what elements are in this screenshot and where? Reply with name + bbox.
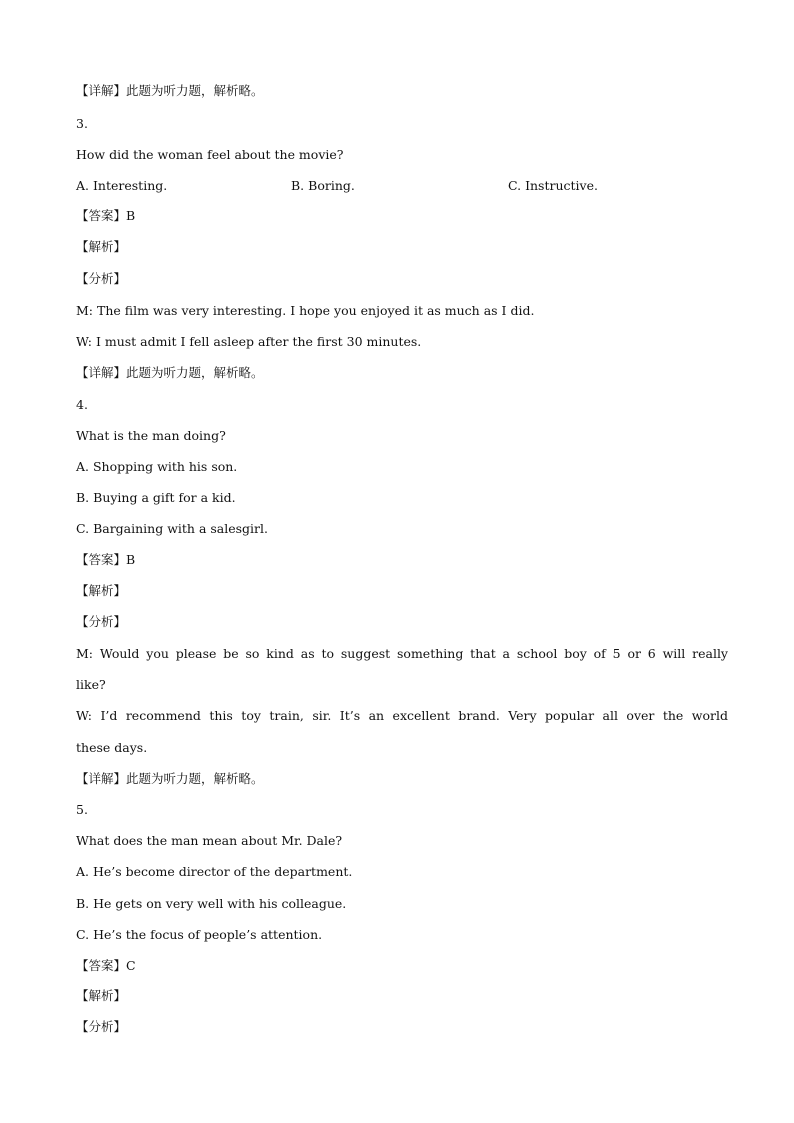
question-3-dialogue-w: W: I must admit I fell asleep after the first 30 minutes.: [76, 334, 422, 349]
question-5-text: What does the man mean about Mr. Dale?: [76, 833, 343, 848]
question-5-option-b: B. He gets on very well with his colleague.: [76, 896, 347, 911]
question-4-number: 4.: [76, 397, 88, 412]
question-5-option-c: C. He’s the focus of people’s attention.: [76, 927, 323, 942]
question-3-answer: 【答案】B: [76, 208, 136, 223]
question-4-text: What is the man doing?: [76, 428, 226, 443]
question-4-detail: 【详解】此题为听力题，解析略。: [76, 771, 264, 786]
question-4-option-b: B. Buying a gift for a kid.: [76, 490, 236, 505]
question-3-option-b: B. Boring.: [291, 178, 355, 193]
question-4-option-a: A. Shopping with his son.: [76, 459, 238, 474]
line-detail-q2: 【详解】此题为听力题，解析略。: [76, 83, 264, 98]
question-3-dialogue-m: M: The film was very interesting. I hope you enjoyed it as much as I did.: [76, 303, 535, 318]
question-4-option-c: C. Bargaining with a salesgirl.: [76, 521, 268, 536]
question-5-fenxi: 【分析】: [76, 1019, 127, 1034]
question-3-option-c: C. Instructive.: [508, 178, 598, 193]
question-4-fenxi: 【分析】: [76, 614, 127, 629]
question-4-jiexi: 【解析】: [76, 583, 127, 598]
question-5-answer: 【答案】C: [76, 958, 136, 973]
question-4-dialogue-m-line2: like?: [76, 677, 106, 692]
question-5-number: 5.: [76, 802, 88, 817]
question-4-answer: 【答案】B: [76, 552, 136, 567]
question-3-option-a: A. Interesting.: [76, 178, 168, 193]
question-3-jiexi: 【解析】: [76, 239, 127, 254]
question-4-dialogue-m-line1: M: Would you please be so kind as to suggest something that a school boy of 5 or 6 will really: [76, 646, 728, 661]
question-5-jiexi: 【解析】: [76, 988, 127, 1003]
question-4-dialogue-w-line1: W: I’d recommend this toy train, sir. It’s an excellent brand. Very popular all over the world: [76, 708, 728, 723]
question-3-text: How did the woman feel about the movie?: [76, 147, 344, 162]
question-3-fenxi: 【分析】: [76, 271, 127, 286]
question-3-detail: 【详解】此题为听力题，解析略。: [76, 365, 264, 380]
question-4-dialogue-w-line2: these days.: [76, 740, 148, 755]
question-5-option-a: A. He’s become director of the department.: [76, 864, 353, 879]
question-3-number: 3.: [76, 116, 88, 131]
